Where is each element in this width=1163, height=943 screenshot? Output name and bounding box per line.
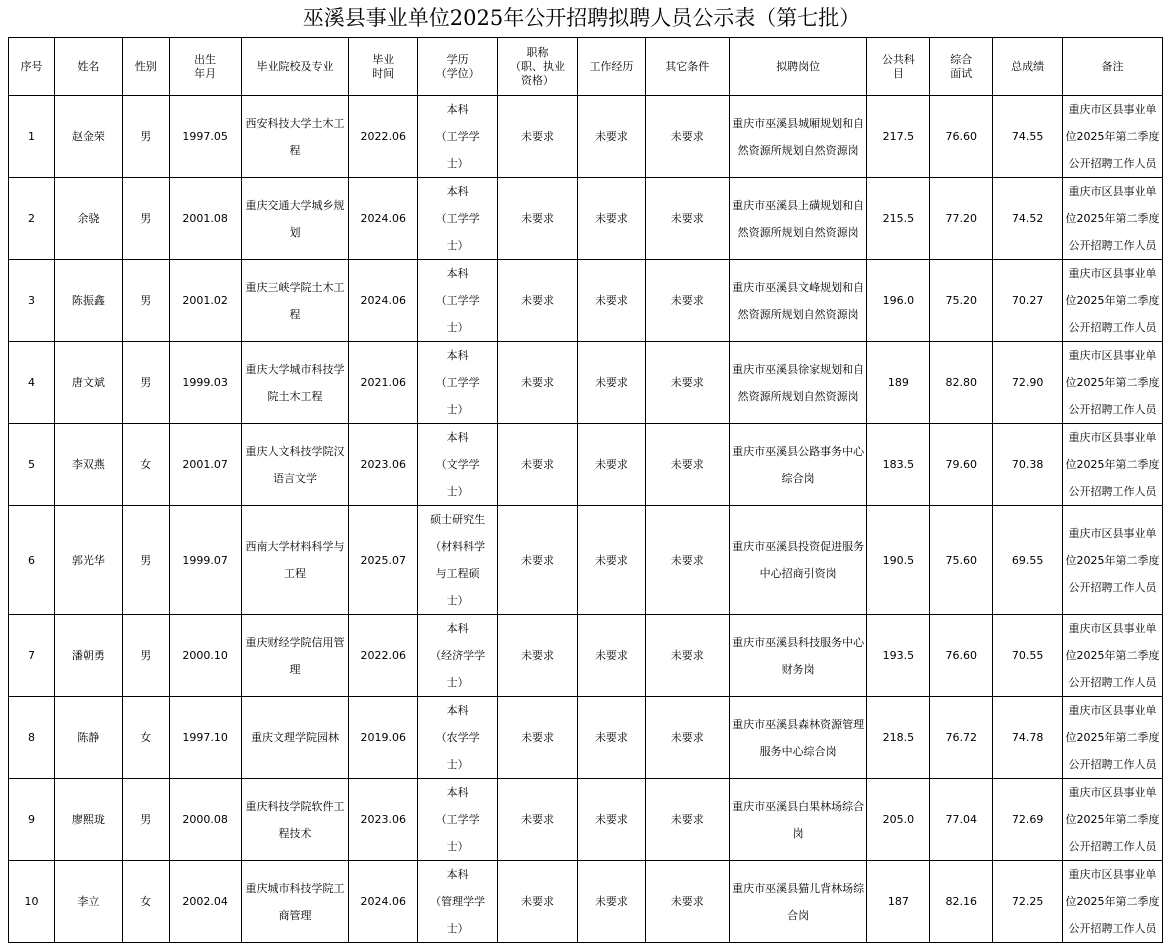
cell-gender: 男	[122, 779, 169, 861]
cell-total: 72.90	[993, 342, 1063, 424]
col-header-degree: 学历 （学位）	[418, 38, 498, 96]
table-row	[9, 861, 1163, 943]
cell-total: 70.27	[993, 260, 1063, 342]
cell-gender: 女	[122, 424, 169, 506]
cell-other: 未要求	[645, 861, 729, 943]
cell-work: 未要求	[578, 424, 646, 506]
cell-public: 190.5	[867, 506, 930, 615]
cell-degree: 本科 （工学学 士）	[418, 178, 498, 260]
cell-no: 6	[9, 506, 55, 615]
cell-interview: 77.04	[930, 779, 993, 861]
cell-interview: 75.60	[930, 506, 993, 615]
cell-post: 重庆市巫溪县猫儿背林场综合岗	[729, 861, 867, 943]
cell-degree: 本科 （文学学 士）	[418, 424, 498, 506]
cell-other: 未要求	[645, 96, 729, 178]
table-header-row	[9, 38, 1163, 96]
cell-grad: 2022.06	[349, 615, 418, 697]
cell-title: 未要求	[498, 779, 578, 861]
cell-grad: 2025.07	[349, 506, 418, 615]
cell-school: 重庆三峡学院土木工程	[241, 260, 349, 342]
cell-degree: 本科 （工学学 士）	[418, 260, 498, 342]
cell-title: 未要求	[498, 178, 578, 260]
cell-title: 未要求	[498, 260, 578, 342]
cell-name: 廖熙珑	[54, 779, 122, 861]
cell-work: 未要求	[578, 506, 646, 615]
cell-birth: 2001.02	[169, 260, 241, 342]
cell-remark: 重庆市区县事业单位2025年第二季度公开招聘工作人员	[1063, 178, 1163, 260]
cell-gender: 男	[122, 615, 169, 697]
cell-title: 未要求	[498, 615, 578, 697]
recruitment-table	[8, 37, 1163, 943]
cell-post: 重庆市巫溪县森林资源管理服务中心综合岗	[729, 697, 867, 779]
cell-name: 唐文斌	[54, 342, 122, 424]
cell-grad: 2023.06	[349, 424, 418, 506]
cell-other: 未要求	[645, 260, 729, 342]
table-row	[9, 615, 1163, 697]
cell-gender: 男	[122, 506, 169, 615]
cell-interview: 82.80	[930, 342, 993, 424]
col-header-remark: 备注	[1063, 38, 1163, 96]
cell-remark: 重庆市区县事业单位2025年第二季度公开招聘工作人员	[1063, 260, 1163, 342]
cell-no: 3	[9, 260, 55, 342]
cell-public: 183.5	[867, 424, 930, 506]
table-row	[9, 96, 1163, 178]
cell-post: 重庆市巫溪县徐家规划和自然资源所规划自然资源岗	[729, 342, 867, 424]
cell-interview: 76.60	[930, 96, 993, 178]
cell-birth: 2001.07	[169, 424, 241, 506]
cell-post: 重庆市巫溪县城厢规划和自然资源所规划自然资源岗	[729, 96, 867, 178]
cell-grad: 2024.06	[349, 260, 418, 342]
cell-interview: 79.60	[930, 424, 993, 506]
cell-degree: 本科 （工学学 士）	[418, 779, 498, 861]
cell-school: 重庆城市科技学院工商管理	[241, 861, 349, 943]
col-header-title: 职称 （职、执业 资格）	[498, 38, 578, 96]
cell-work: 未要求	[578, 96, 646, 178]
table-row	[9, 178, 1163, 260]
col-header-public: 公共科 目	[867, 38, 930, 96]
col-header-interview: 综合 面试	[930, 38, 993, 96]
cell-work: 未要求	[578, 615, 646, 697]
col-header-birth: 出生 年月	[169, 38, 241, 96]
cell-interview: 75.20	[930, 260, 993, 342]
cell-name: 陈静	[54, 697, 122, 779]
cell-remark: 重庆市区县事业单位2025年第二季度公开招聘工作人员	[1063, 615, 1163, 697]
cell-title: 未要求	[498, 342, 578, 424]
cell-public: 215.5	[867, 178, 930, 260]
col-header-school: 毕业院校及专业	[241, 38, 349, 96]
cell-work: 未要求	[578, 861, 646, 943]
cell-work: 未要求	[578, 779, 646, 861]
table-row	[9, 697, 1163, 779]
cell-work: 未要求	[578, 342, 646, 424]
cell-school: 重庆财经学院信用管理	[241, 615, 349, 697]
cell-school: 重庆科技学院软件工程技术	[241, 779, 349, 861]
cell-birth: 1999.07	[169, 506, 241, 615]
table-row	[9, 342, 1163, 424]
cell-total: 74.52	[993, 178, 1063, 260]
cell-school: 西安科技大学土木工程	[241, 96, 349, 178]
cell-post: 重庆市巫溪县科技服务中心财务岗	[729, 615, 867, 697]
cell-name: 李双燕	[54, 424, 122, 506]
cell-grad: 2023.06	[349, 779, 418, 861]
cell-remark: 重庆市区县事业单位2025年第二季度公开招聘工作人员	[1063, 697, 1163, 779]
cell-interview: 76.72	[930, 697, 993, 779]
cell-school: 西南大学材料科学与工程	[241, 506, 349, 615]
cell-public: 205.0	[867, 779, 930, 861]
cell-post: 重庆市巫溪县投资促进服务中心招商引资岗	[729, 506, 867, 615]
cell-grad: 2024.06	[349, 861, 418, 943]
cell-degree: 本科 （工学学 士）	[418, 342, 498, 424]
cell-other: 未要求	[645, 342, 729, 424]
cell-post: 重庆市巫溪县上磺规划和自然资源所规划自然资源岗	[729, 178, 867, 260]
page-title: 巫溪县事业单位2025年公开招聘拟聘人员公示表（第七批）	[302, 6, 861, 30]
cell-title: 未要求	[498, 424, 578, 506]
cell-total: 72.69	[993, 779, 1063, 861]
cell-other: 未要求	[645, 615, 729, 697]
cell-school: 重庆文理学院园林	[241, 697, 349, 779]
col-header-other: 其它条件	[645, 38, 729, 96]
cell-interview: 76.60	[930, 615, 993, 697]
cell-title: 未要求	[498, 697, 578, 779]
cell-total: 72.25	[993, 861, 1063, 943]
cell-name: 李立	[54, 861, 122, 943]
cell-school: 重庆交通大学城乡规划	[241, 178, 349, 260]
cell-title: 未要求	[498, 861, 578, 943]
cell-other: 未要求	[645, 178, 729, 260]
cell-title: 未要求	[498, 506, 578, 615]
cell-degree: 硕士研究生 （材料科学 与工程硕 士）	[418, 506, 498, 615]
cell-school: 重庆人文科技学院汉语言文学	[241, 424, 349, 506]
cell-post: 重庆市巫溪县白果林场综合岗	[729, 779, 867, 861]
cell-total: 74.78	[993, 697, 1063, 779]
cell-other: 未要求	[645, 506, 729, 615]
cell-remark: 重庆市区县事业单位2025年第二季度公开招聘工作人员	[1063, 861, 1163, 943]
cell-name: 郭光华	[54, 506, 122, 615]
cell-degree: 本科 （经济学学 士）	[418, 615, 498, 697]
cell-public: 189	[867, 342, 930, 424]
cell-name: 赵金荣	[54, 96, 122, 178]
cell-gender: 女	[122, 697, 169, 779]
cell-gender: 男	[122, 96, 169, 178]
col-header-name: 姓名	[54, 38, 122, 96]
cell-grad: 2022.06	[349, 96, 418, 178]
cell-public: 217.5	[867, 96, 930, 178]
cell-birth: 2001.08	[169, 178, 241, 260]
cell-birth: 1997.10	[169, 697, 241, 779]
cell-interview: 77.20	[930, 178, 993, 260]
cell-gender: 男	[122, 178, 169, 260]
cell-no: 9	[9, 779, 55, 861]
cell-total: 70.55	[993, 615, 1063, 697]
cell-total: 69.55	[993, 506, 1063, 615]
cell-work: 未要求	[578, 697, 646, 779]
cell-total: 70.38	[993, 424, 1063, 506]
col-header-grad: 毕业 时间	[349, 38, 418, 96]
cell-total: 74.55	[993, 96, 1063, 178]
table-row	[9, 424, 1163, 506]
table-row	[9, 260, 1163, 342]
cell-degree: 本科 （工学学 士）	[418, 96, 498, 178]
cell-remark: 重庆市区县事业单位2025年第二季度公开招聘工作人员	[1063, 96, 1163, 178]
cell-birth: 2000.10	[169, 615, 241, 697]
cell-title: 未要求	[498, 96, 578, 178]
col-header-total: 总成绩	[993, 38, 1063, 96]
cell-no: 7	[9, 615, 55, 697]
cell-post: 重庆市巫溪县文峰规划和自然资源所规划自然资源岗	[729, 260, 867, 342]
cell-school: 重庆大学城市科技学院土木工程	[241, 342, 349, 424]
col-header-post: 拟聘岗位	[729, 38, 867, 96]
cell-no: 8	[9, 697, 55, 779]
cell-remark: 重庆市区县事业单位2025年第二季度公开招聘工作人员	[1063, 779, 1163, 861]
table-body	[9, 96, 1163, 943]
cell-grad: 2021.06	[349, 342, 418, 424]
cell-other: 未要求	[645, 697, 729, 779]
cell-public: 187	[867, 861, 930, 943]
cell-birth: 1997.05	[169, 96, 241, 178]
cell-interview: 82.16	[930, 861, 993, 943]
cell-remark: 重庆市区县事业单位2025年第二季度公开招聘工作人员	[1063, 506, 1163, 615]
cell-grad: 2024.06	[349, 178, 418, 260]
cell-birth: 2000.08	[169, 779, 241, 861]
cell-gender: 男	[122, 342, 169, 424]
cell-degree: 本科 （农学学 士）	[418, 697, 498, 779]
cell-public: 196.0	[867, 260, 930, 342]
cell-name: 余骁	[54, 178, 122, 260]
cell-no: 5	[9, 424, 55, 506]
cell-other: 未要求	[645, 424, 729, 506]
cell-birth: 1999.03	[169, 342, 241, 424]
cell-grad: 2019.06	[349, 697, 418, 779]
col-header-work: 工作经历	[578, 38, 646, 96]
cell-no: 10	[9, 861, 55, 943]
cell-remark: 重庆市区县事业单位2025年第二季度公开招聘工作人员	[1063, 424, 1163, 506]
table-row	[9, 779, 1163, 861]
cell-name: 陈振鑫	[54, 260, 122, 342]
cell-gender: 女	[122, 861, 169, 943]
cell-no: 4	[9, 342, 55, 424]
cell-gender: 男	[122, 260, 169, 342]
cell-no: 2	[9, 178, 55, 260]
cell-public: 193.5	[867, 615, 930, 697]
cell-no: 1	[9, 96, 55, 178]
cell-remark: 重庆市区县事业单位2025年第二季度公开招聘工作人员	[1063, 342, 1163, 424]
col-header-no: 序号	[9, 38, 55, 96]
cell-work: 未要求	[578, 178, 646, 260]
cell-name: 潘朝勇	[54, 615, 122, 697]
cell-public: 218.5	[867, 697, 930, 779]
cell-post: 重庆市巫溪县公路事务中心综合岗	[729, 424, 867, 506]
col-header-gender: 性别	[122, 38, 169, 96]
cell-degree: 本科 （管理学学 士）	[418, 861, 498, 943]
table-row	[9, 506, 1163, 615]
cell-work: 未要求	[578, 260, 646, 342]
cell-birth: 2002.04	[169, 861, 241, 943]
cell-other: 未要求	[645, 779, 729, 861]
